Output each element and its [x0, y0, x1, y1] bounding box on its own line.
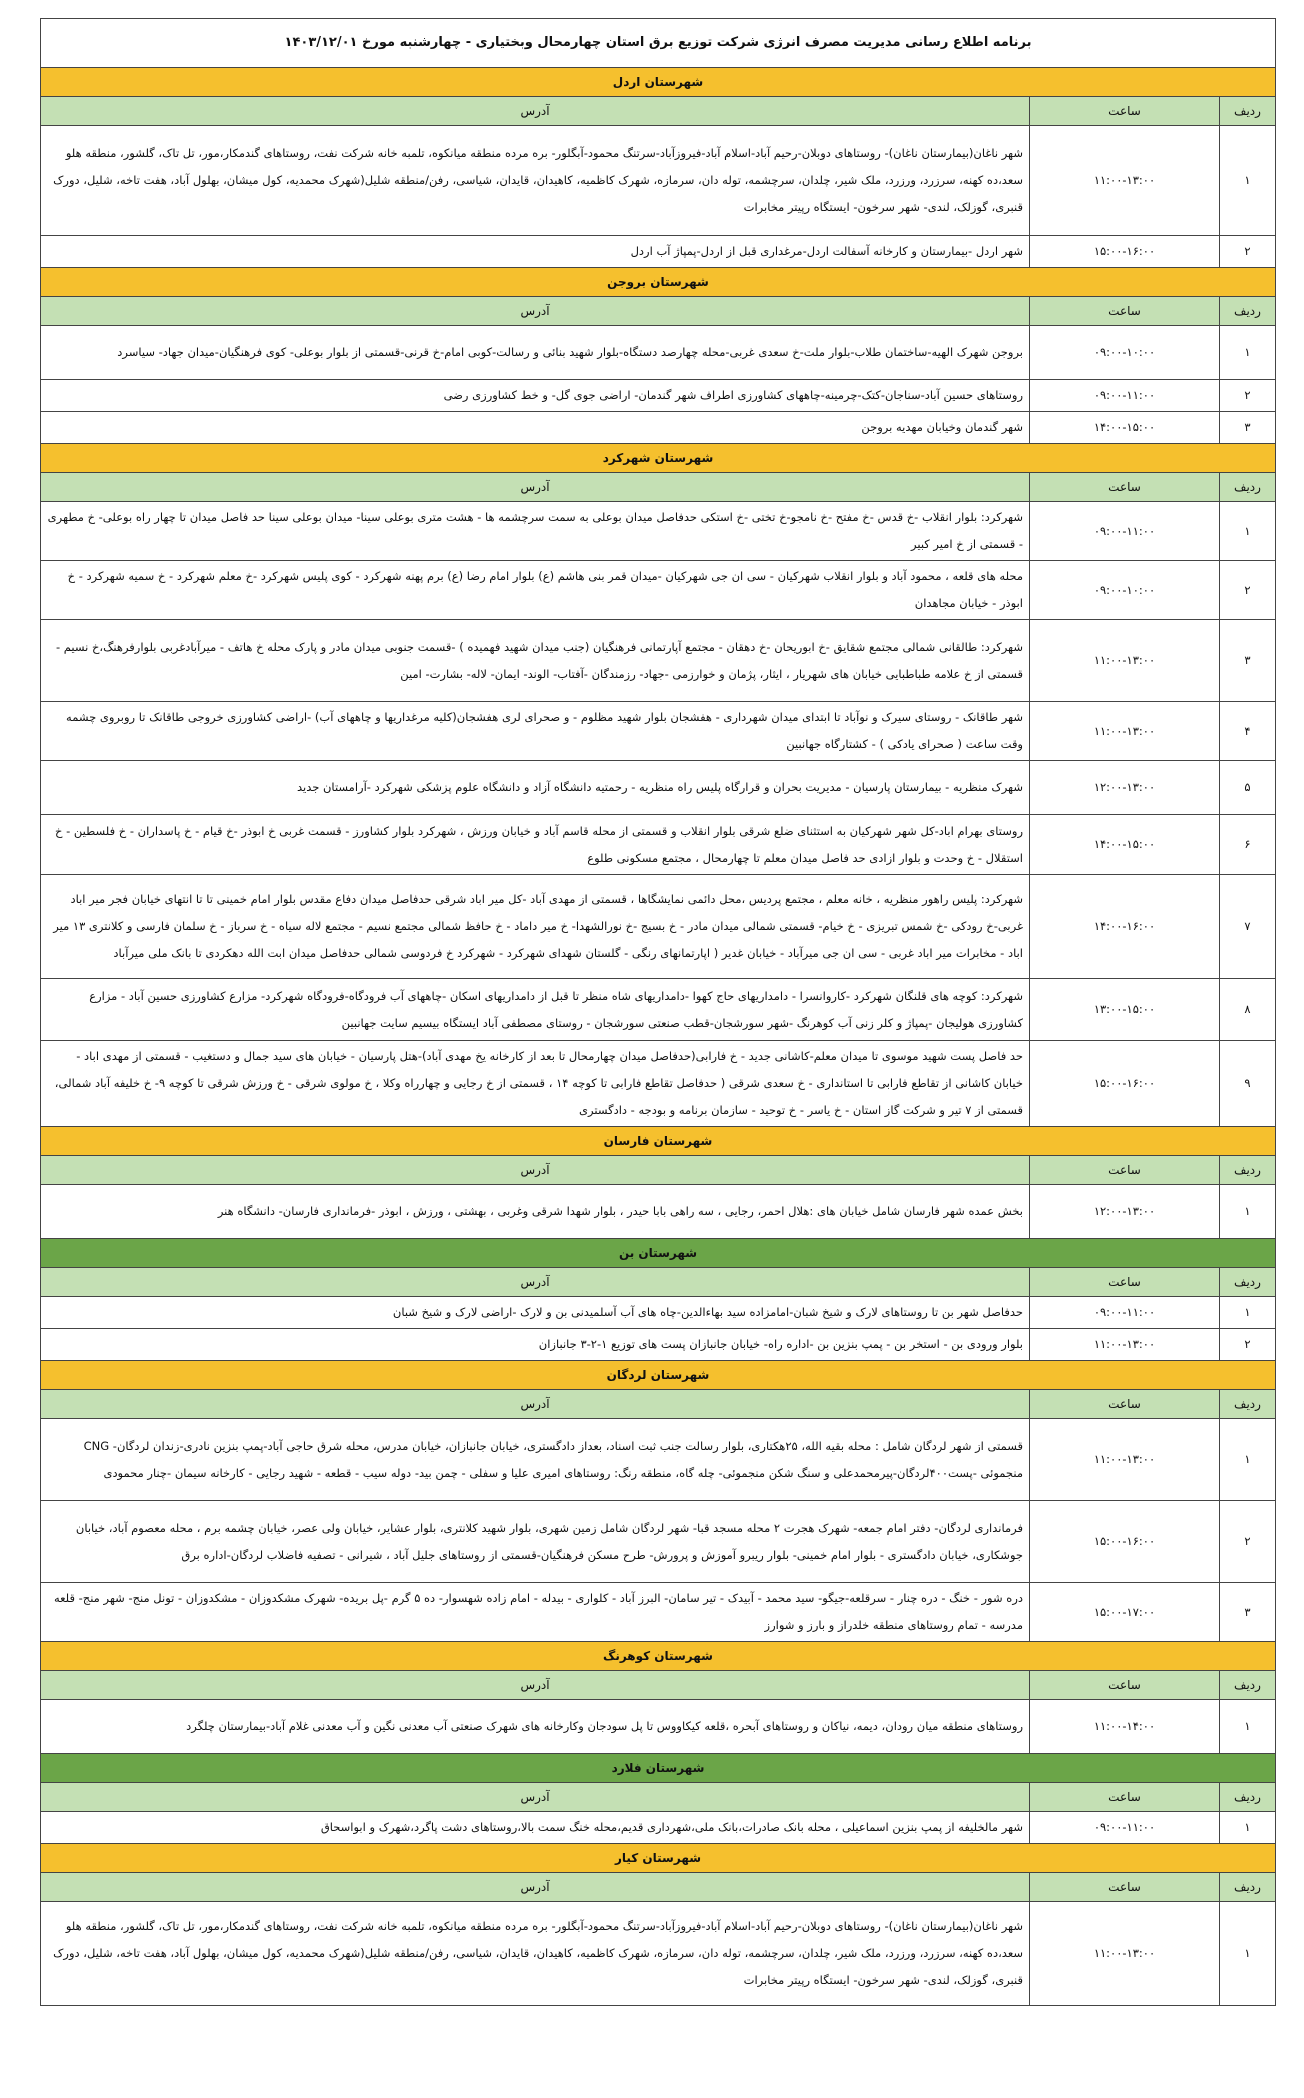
outage-address: روستای بهرام اباد-کل شهر شهرکیان به استثنای ضلع شرقی بلوار انقلاب و قسمتی از محله قاسم آباد و خیابان ورزش ، شهرکرد بلوار کشاورز - قسمت غربی خ ابوذر -خ قیام - خ پاسداران - خ فلسطین - خ استقلال - خ وحدت و بلوار ازادی حد فاصل میدان معلم تا چهارمحال ، مجتمع مسکونی طلوع [41, 815, 1030, 875]
city-header-row [41, 1844, 1276, 1873]
outage-time: ۰۹:۰۰-۱۱:۰۰ [1030, 1812, 1220, 1844]
outage-time: ۱۱:۰۰-۱۳:۰۰ [1030, 1902, 1220, 2006]
outage-address: شهرکرد: بلوار انقلاب -خ قدس -خ مفتح -خ نامجو-خ تختی -خ استکی حدفاصل میدان بوعلی به سمت سرچشمه ها - هشت متری بوعلی سینا- میدان بوعلی سینا حد فاصل میدان تا چهار راه بوعلی- خ مطهری - قسمتی از خ امیر کبیر [41, 502, 1030, 561]
table-row [41, 1583, 1276, 1642]
city-name: شهرستان کوهرنگ [41, 1642, 1276, 1671]
column-header-row [41, 1873, 1276, 1902]
header-row-number: ردیف [1220, 1268, 1276, 1297]
outage-address: فرمانداری لردگان- دفتر امام جمعه- شهرک هجرت ۲ محله مسجد قبا- شهر لردگان شامل زمین شهری، بلوار شهید کلانتری، بلوار عشایر، خیابان ولی عصر، خیابان چشمه برم ، محله معصوم آباد، خیابان جوشکاری، خیابان دادگستری - بلوار امام خمینی- بلوار ریبرو آموزش و پرورش- طرح مسکن فرهنگیان-قسمتی از روستاهای جلیل آباد ، شیرانی - تصفیه فاضلاب لردگان-اداره برق [41, 1501, 1030, 1583]
outage-address: حد فاصل پست شهید موسوی تا میدان معلم-کاشانی جدید - خ فارابی(حدفاصل میدان چهارمحال تا بعد از کارخانه یخ مهدی آباد)-هتل پارسیان - خیابان های سید جمال و دستغیب - قسمتی از مهدی اباد - خیابان کاشانی از تقاطع فارابی تا استانداری - خ سعدی شرقی ( حدفاصل تقاطع فارابی تا کوچه ۱۴ ، قسمتی از خ رجایی و چهارراه وکلا ، خ مولوی شرقی - خ ورزش شرقی تا کوچه ۹- خ خلیفه آباد شمالی، قسمتی از ۷ تیر و شرکت گاز استان - خ یاسر - خ توحید - سازمان برنامه و بودجه - دادگستری [41, 1041, 1030, 1127]
row-number: ۲ [1220, 561, 1276, 620]
row-number: ۱ [1220, 1419, 1276, 1501]
header-time: ساعت [1030, 1783, 1220, 1812]
outage-address: محله های قلعه ، محمود آباد و بلوار انقلاب شهرکیان - سی ان جی شهرکیان -میدان قمر بنی هاشم (ع) بلوار امام رضا (ع) برم پهنه شهرکرد - کوی پلیس شهرکرد -خ معلم شهرکرد - خ سمیه شهرکرد - خ ابوذر - خیابان مجاهدان [41, 561, 1030, 620]
outage-address: شهرکرد: کوچه های قلنگان شهرکرد -کاروانسرا - دامداریهای حاج کهوا -دامداریهای شاه منظر تا قبل از دامداریهای اسکان -چاههای آب فرودگاه-فرودگاه شهرکرد- مزارع کشاورزی حسین آباد - مزارع کشاورزی هولیجان -پمپاژ و کلر زنی آب کوهرنگ -شهر سورشجان-قطب صنعتی سورشجان - روستای مصطفی آباد ایستگاه بیسیم سایت جهانبین [41, 979, 1030, 1041]
outage-time: ۱۵:۰۰-۱۶:۰۰ [1030, 1041, 1220, 1127]
outage-time: ۱۵:۰۰-۱۶:۰۰ [1030, 1501, 1220, 1583]
row-number: ۱ [1220, 1297, 1276, 1329]
row-number: ۲ [1220, 236, 1276, 268]
outage-time: ۱۱:۰۰-۱۳:۰۰ [1030, 620, 1220, 702]
header-row-number: ردیف [1220, 473, 1276, 502]
table-row [41, 761, 1276, 815]
header-address: آدرس [41, 1783, 1030, 1812]
table-row [41, 1419, 1276, 1501]
city-header-row [41, 1361, 1276, 1390]
outage-time: ۱۴:۰۰-۱۶:۰۰ [1030, 875, 1220, 979]
header-address: آدرس [41, 1390, 1030, 1419]
header-time: ساعت [1030, 1156, 1220, 1185]
city-name: شهرستان فلارد [41, 1754, 1276, 1783]
city-name: شهرستان کیار [41, 1844, 1276, 1873]
column-header-row [41, 297, 1276, 326]
outage-time: ۱۱:۰۰-۱۳:۰۰ [1030, 1419, 1220, 1501]
outage-time: ۱۱:۰۰-۱۳:۰۰ [1030, 126, 1220, 236]
header-time: ساعت [1030, 1390, 1220, 1419]
page-title: برنامه اطلاع رسانی مدیریت مصرف انرژی شرکت توزیع برق استان چهارمحال وبختیاری - چهارشنبه مورخ ۱۴۰۳/۱۲/۰۱ [41, 19, 1276, 68]
outage-address: بروجن شهرک الهیه-ساختمان طلاب-بلوار ملت-خ سعدی غربی-محله چهارصد دستگاه-بلوار شهید بنائی و رسالت-کوبی امام-خ قرنی-قسمتی از بلوار بوعلی- کوی فرهنگیان-میدان جهاد- سیاسرد [41, 326, 1030, 380]
row-number: ۱ [1220, 502, 1276, 561]
row-number: ۲ [1220, 1501, 1276, 1583]
column-header-row [41, 1671, 1276, 1700]
outage-address: شهر ناغان(بیمارستان ناغان)- روستاهای دوبلان-رحیم آباد-اسلام آباد-فیروزآباد-سرتنگ محمود-آبگلور- بره مرده منطقه میانکوه، تلمبه خانه شرکت نفت، روستاهای گندمکار،مور، تل تاک، گلشور، منطقه هلو سعد،ده کهنه، سرزرد، ورزرد، ملک شیر، چلدان، سرچشمه، توله دان، سرمازه، شهرک کاظمیه، کاهیدان، قایدان، شیاسی، رفن/منطقه شلیل(شهرک محمدیه، کول میشان، بهلول آباد، هفت تاخه، شلیل، دورک قنبری، گوزلک، لندی- شهر سرخون- ایستگاه رپیتر مخابرات [41, 126, 1030, 236]
row-number: ۸ [1220, 979, 1276, 1041]
city-header-row [41, 268, 1276, 297]
outage-address: شهرکرد: طالقانی شمالی مجتمع شقایق -خ ابوریحان -خ دهقان - مجتمع آپارتمانی فرهنگیان (جنب میدان شهید فهمیده ) -قسمت جنوبی میدان مادر و پارک محله خ هاتف - میرآبادغربی بلوارفرهنگ،خ نسیم - قسمتی از خ علامه طباطبایی خیابان های شهریار ، ایثار، پژمان و خوارزمی -جهاد- رزمندگان -آفتاب- الوند- ایمان- لاله- بشارت- امین [41, 620, 1030, 702]
row-number: ۷ [1220, 875, 1276, 979]
header-address: آدرس [41, 1671, 1030, 1700]
outage-time: ۰۹:۰۰-۱۱:۰۰ [1030, 1297, 1220, 1329]
table-row [41, 815, 1276, 875]
header-time: ساعت [1030, 1268, 1220, 1297]
table-row [41, 1329, 1276, 1361]
outage-address: شهر ناغان(بیمارستان ناغان)- روستاهای دوبلان-رحیم آباد-اسلام آباد-فیروزآباد-سرتنگ محمود-آبگلور- بره مرده منطقه میانکوه، تلمبه خانه شرکت نفت، روستاهای گندمکار،مور، تل تاک، گلشور، منطقه هلو سعد،ده کهنه، سرزرد، ورزرد، ملک شیر، چلدان، سرچشمه، توله دان، سرمازه، شهرک کاظمیه، کاهیدان، قایدان، شیاسی، رفن/منطقه شلیل(شهرک محمدیه، کول میشان، بهلول آباد، هفت تاخه، شلیل، دورک قنبری، گوزلک، لندی- شهر سرخون- ایستگاه رپیتر مخابرات [41, 1902, 1030, 2006]
column-header-row [41, 1783, 1276, 1812]
header-address: آدرس [41, 97, 1030, 126]
row-number: ۵ [1220, 761, 1276, 815]
header-row-number: ردیف [1220, 1390, 1276, 1419]
row-number: ۳ [1220, 1583, 1276, 1642]
header-row-number: ردیف [1220, 1783, 1276, 1812]
header-time: ساعت [1030, 1671, 1220, 1700]
table-row [41, 126, 1276, 236]
table-row [41, 1501, 1276, 1583]
outage-time: ۱۲:۰۰-۱۳:۰۰ [1030, 1185, 1220, 1239]
table-row [41, 875, 1276, 979]
table-row [41, 1297, 1276, 1329]
schedule-sheet [40, 18, 1276, 2006]
table-row [41, 702, 1276, 761]
header-time: ساعت [1030, 1873, 1220, 1902]
city-header-row [41, 1127, 1276, 1156]
outage-time: ۱۵:۰۰-۱۷:۰۰ [1030, 1583, 1220, 1642]
outage-time: ۰۹:۰۰-۱۰:۰۰ [1030, 326, 1220, 380]
city-header-row [41, 444, 1276, 473]
outage-time: ۰۹:۰۰-۱۱:۰۰ [1030, 380, 1220, 412]
outage-time: ۱۵:۰۰-۱۶:۰۰ [1030, 236, 1220, 268]
header-address: آدرس [41, 1873, 1030, 1902]
header-time: ساعت [1030, 297, 1220, 326]
table-row [41, 1812, 1276, 1844]
outage-address: بلوار ورودی بن - استخر بن - پمپ بنزین بن -اداره راه- خیابان جانبازان پست های توزیع ۱-۲-۳ جانبازان [41, 1329, 1030, 1361]
outage-address: شهر مالخلیفه از پمپ بنزین اسماعیلی ، محله بانک صادرات،بانک ملی،شهرداری قدیم،محله خنگ سمت بالا،روستاهای دشت پاگرد،شهرک و ابواسحاق [41, 1812, 1030, 1844]
row-number: ۲ [1220, 380, 1276, 412]
header-row-number: ردیف [1220, 1671, 1276, 1700]
table-row [41, 979, 1276, 1041]
header-time: ساعت [1030, 473, 1220, 502]
outage-address: شهرکرد: پلیس راهور منظریه ، خانه معلم ، مجتمع پردیس ،محل دائمی نمایشگاها ، قسمتی از مهدی آباد -کل میر اباد شرقی حدفاصل میدان دفاع مقدس بلوار امام خمینی تا تا انتهای خیابان فجر میر اباد غربی-خ رودکی -خ شمس تبریزی - خ خیام- قسمتی شمالی میدان مادر - خ بسیج -خ نورالشهدا- خ میر داماد - خ حافظ شمالی مجتمع نسیم - مجتمع لاله سیاه - خ سرباز - خ سلمان فارسی و کلانتری ۱۳ میر اباد - مخابرات میر اباد غربی - سی ان جی میرآباد - خیابان غدیر ( اپارتمانهای رنگی - گلستان شهدای شهرکرد - شهرکرد خ فردوسی شمالی حدفاصل میدان ابت الله دهکردی تا بانک ملی میرآباد [41, 875, 1030, 979]
table-row [41, 1185, 1276, 1239]
outage-time: ۱۳:۰۰-۱۵:۰۰ [1030, 979, 1220, 1041]
city-name: شهرستان فارسان [41, 1127, 1276, 1156]
row-number: ۲ [1220, 1329, 1276, 1361]
outage-address: بخش عمده شهر فارسان شامل خیابان های :هلال احمر، رجایی ، سه راهی بابا حیدر ، بلوار شهدا شرقی وغربی ، بهشتی ، ورزش ، ابوذر -فرمانداری فارسان- دانشگاه هنر [41, 1185, 1030, 1239]
header-row-number: ردیف [1220, 297, 1276, 326]
column-header-row [41, 1390, 1276, 1419]
table-row [41, 1041, 1276, 1127]
row-number: ۳ [1220, 620, 1276, 702]
city-name: شهرستان شهرکرد [41, 444, 1276, 473]
header-row-number: ردیف [1220, 1873, 1276, 1902]
header-time: ساعت [1030, 97, 1220, 126]
header-row-number: ردیف [1220, 1156, 1276, 1185]
outage-address: دره شور - خنگ - دره چنار - سرقلعه-جیگو- سید محمد - آبیدک - تیر سامان- البرز آباد - کلواری - بیدله - امام زاده شهسوار- ده ۵ گرم -پل بریده- شهرک مشکدوزان - مشکدوزان - تونل منج- شهر منج- قلعه مدرسه - تمام روستاهای منطقه خلدراز و بارز و شوارز [41, 1583, 1030, 1642]
city-name: شهرستان اردل [41, 68, 1276, 97]
city-header-row [41, 68, 1276, 97]
city-header-row [41, 1642, 1276, 1671]
outage-time: ۱۴:۰۰-۱۵:۰۰ [1030, 412, 1220, 444]
row-number: ۱ [1220, 1812, 1276, 1844]
row-number: ۱ [1220, 1902, 1276, 2006]
table-row [41, 1700, 1276, 1754]
city-name: شهرستان بن [41, 1239, 1276, 1268]
outage-time: ۱۱:۰۰-۱۳:۰۰ [1030, 702, 1220, 761]
column-header-row [41, 97, 1276, 126]
table-row [41, 326, 1276, 380]
column-header-row [41, 1268, 1276, 1297]
table-row [41, 380, 1276, 412]
outage-address: شهر طاقانک - روستای سیرک و نوآباد تا ابتدای میدان شهرداری - هفشجان بلوار شهید مظلوم - و صحرای لری هفشجان(کلیه مرغداریها و چاههای آب) -اراضی کشاورزی خروجی طاقانک تا روبروی چشمه وقت ساعت ( صحرای یادکی ) - کشتارگاه جهانبین [41, 702, 1030, 761]
row-number: ۴ [1220, 702, 1276, 761]
outage-address: روستاهای حسین آباد-سناجان-کتک-چرمینه-چاههای کشاورزی اطراف شهر گندمان- اراضی جوی گل- و خط کشاورزی رضی [41, 380, 1030, 412]
row-number: ۳ [1220, 412, 1276, 444]
outage-address: شهرک منظریه - بیمارستان پارسیان - مدیریت بحران و قرارگاه پلیس راه منظریه - رحمتیه دانشگاه آزاد و دانشگاه علوم پزشکی شهرکرد -آرامستان جدید [41, 761, 1030, 815]
outage-address: شهر اردل -بیمارستان و کارخانه آسفالت اردل-مرغداری قبل از اردل-پمپاژ آب اردل [41, 236, 1030, 268]
table-row [41, 412, 1276, 444]
outage-time: ۰۹:۰۰-۱۰:۰۰ [1030, 561, 1220, 620]
column-header-row [41, 1156, 1276, 1185]
outage-address: قسمتی از شهر لردگان شامل : محله بقیه الله، ۲۵هکتاری، بلوار رسالت جنب ثبت اسناد، بعداز دادگستری، خیابان جانبازان، خیابان مدرس، محله شرق حاجی آباد-پمپ بنزین نادری-زندان لردگان- CNG منجموئی -پست۴۰۰لردگان-پیرمحمدعلی و سنگ شکن منجموئی- چله گاه، منطقه رنگ: روستاهای امیری علیا و سفلی - چمن بید- دوله سیب - قطعه - شهید رجایی - کارخانه سیمان -چنار محمودی [41, 1419, 1030, 1501]
table-row [41, 236, 1276, 268]
title-row [41, 19, 1276, 68]
row-number: ۱ [1220, 326, 1276, 380]
outage-address: روستاهای منطقه میان رودان، دیمه، نیاکان و روستاهای آبحره ،قلعه کیکاووس تا پل سودجان وکارخانه های شهرک صنعتی آب معدنی نگین و آب معدنی غلام آباد-بیمارستان چلگرد [41, 1700, 1030, 1754]
outage-address: شهر گندمان وخیابان مهدیه بروجن [41, 412, 1030, 444]
row-number: ۱ [1220, 126, 1276, 236]
city-header-row [41, 1239, 1276, 1268]
schedule-table [40, 18, 1276, 2006]
header-address: آدرس [41, 1268, 1030, 1297]
outage-time: ۰۹:۰۰-۱۱:۰۰ [1030, 502, 1220, 561]
header-address: آدرس [41, 1156, 1030, 1185]
header-row-number: ردیف [1220, 97, 1276, 126]
city-name: شهرستان لردگان [41, 1361, 1276, 1390]
table-row [41, 620, 1276, 702]
header-address: آدرس [41, 297, 1030, 326]
table-row [41, 502, 1276, 561]
row-number: ۶ [1220, 815, 1276, 875]
outage-time: ۱۱:۰۰-۱۴:۰۰ [1030, 1700, 1220, 1754]
city-header-row [41, 1754, 1276, 1783]
column-header-row [41, 473, 1276, 502]
row-number: ۱ [1220, 1185, 1276, 1239]
outage-time: ۱۴:۰۰-۱۵:۰۰ [1030, 815, 1220, 875]
row-number: ۹ [1220, 1041, 1276, 1127]
header-address: آدرس [41, 473, 1030, 502]
outage-time: ۱۲:۰۰-۱۳:۰۰ [1030, 761, 1220, 815]
outage-address: حدفاصل شهر بن تا روستاهای لارک و شیخ شبان-امامزاده سید بهاءالدین-چاه های آب آسلمیدنی بن و لارک -اراضی لارک و شیخ شبان [41, 1297, 1030, 1329]
row-number: ۱ [1220, 1700, 1276, 1754]
outage-time: ۱۱:۰۰-۱۳:۰۰ [1030, 1329, 1220, 1361]
city-name: شهرستان بروجن [41, 268, 1276, 297]
table-row [41, 561, 1276, 620]
table-row [41, 1902, 1276, 2006]
